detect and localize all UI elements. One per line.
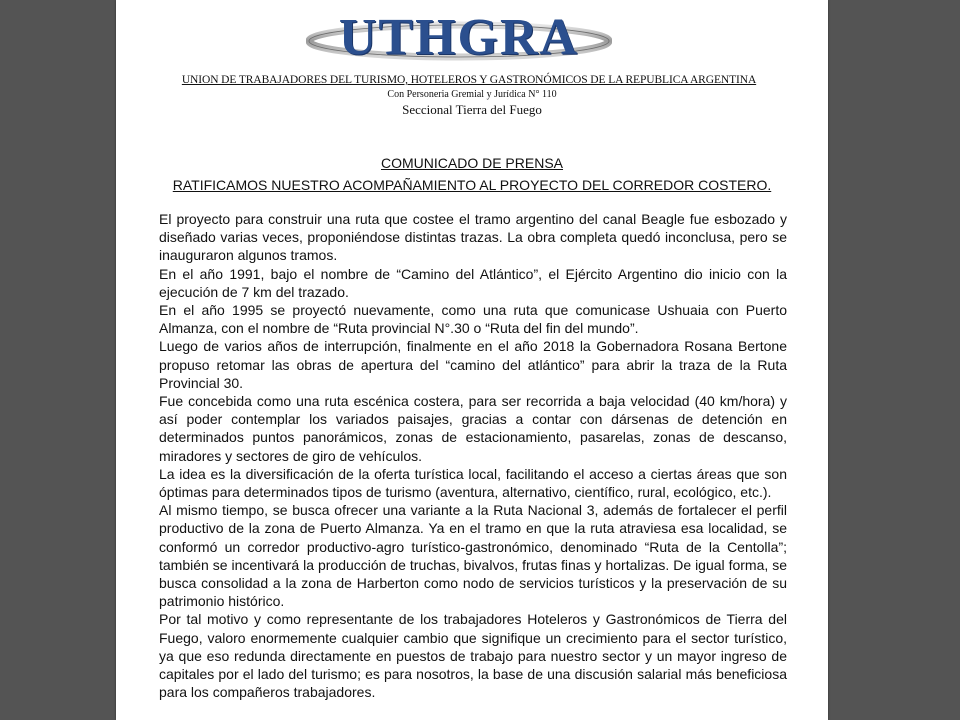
paragraph: Luego de varios años de interrupción, finalmente en el año 2018 la Gobernadora Rosana Bertone propuso retomar las obras de apertura del “camino del atlántico” para abrir la traza de la Ruta Provincial 30. [159, 338, 787, 391]
paragraph: Por tal motivo y como representante de los trabajadores Hoteleros y Gastronómicos de Tierra del Fuego, valoro enormemente cualquier cambio que signifique un crecimiento para el sector turístico, ya que eso redunda directamente en puestos de trabajo para nuestro sector y un mayor ingreso de capitales por el lado del turismo; es para nosotros, la base de una discusión salarial más beneficiosa para los compañeros trabajadores. [159, 611, 787, 701]
paragraph: El proyecto para construir una ruta que costee el tramo argentino del canal Beagle fue esbozado y diseñado varias veces, proponiéndose distintas trazas. La obra completa quedó inconclusa, pero se inauguraron algunos tramos. [159, 211, 787, 264]
uthgra-logo [306, 6, 612, 76]
union-name: UNION DE TRABAJADORES DEL TURISMO, HOTELEROS Y GASTRONÓMICOS DE LA REPUBLICA ARGENTINA [181, 74, 757, 86]
personeria-line: Con Personeria Gremial y Jurídica N° 110 [387, 89, 557, 100]
seccional-line: Seccional Tierra del Fuego [402, 102, 542, 117]
paragraph: En el año 1991, bajo el nombre de “Camino del Atlántico”, el Ejército Argentino dio inicio con la ejecución de 7 km del trazado. [159, 265, 787, 300]
document-subtitle: RATIFICAMOS NUESTRO ACOMPAÑAMIENTO AL PROYECTO DEL CORREDOR COSTERO. [172, 177, 772, 193]
document-page [116, 0, 828, 720]
paragraph: La idea es la diversificación de la oferta turística local, facilitando el acceso a ciertas áreas que son óptimas para determinados tipos de turismo (aventura, alternativo, científico, rural, ecológico, etc.). [159, 465, 787, 501]
body-text [159, 210, 787, 701]
logo-text: UTHGRA [338, 9, 580, 66]
paragraph: En el año 1995 se proyectó nuevamente, como una ruta que comunicase Ushuaia con Puerto Almanza, con el nombre de “Ruta provincial N°.30 o “Ruta del fin del mundo”. [159, 302, 787, 337]
paragraph: Fue concebida como una ruta escénica costera, para ser recorrida a baja velocidad (40 km/hora) y así poder contemplar los variados paisajes, gracias a contar con dársenas de detención en determinados puntos panorámicos, zonas de estacionamiento, pasarelas, zonas de descanso, miradores y sectores de giro de vehículos. [159, 393, 787, 464]
paragraph: Al mismo tiempo, se busca ofrecer una variante a la Ruta Nacional 3, además de fortalecer el perfil productivo de la zona de Puerto Almanza. Ya en el tramo en que la ruta atraviesa esa localidad, se conformó un corredor productivo-agro turístico-gastronómico, denominado “Ruta de la Centolla”; también se incentivará la producción de truchas, bivalvos, frutas finas y hortalizas. De igual forma, se busca consolidad a la zona de Harberton como nodo de servicios turísticos y la preservación de su patrimonio histórico. [159, 502, 787, 610]
document-title: COMUNICADO DE PRENSA [380, 155, 564, 171]
